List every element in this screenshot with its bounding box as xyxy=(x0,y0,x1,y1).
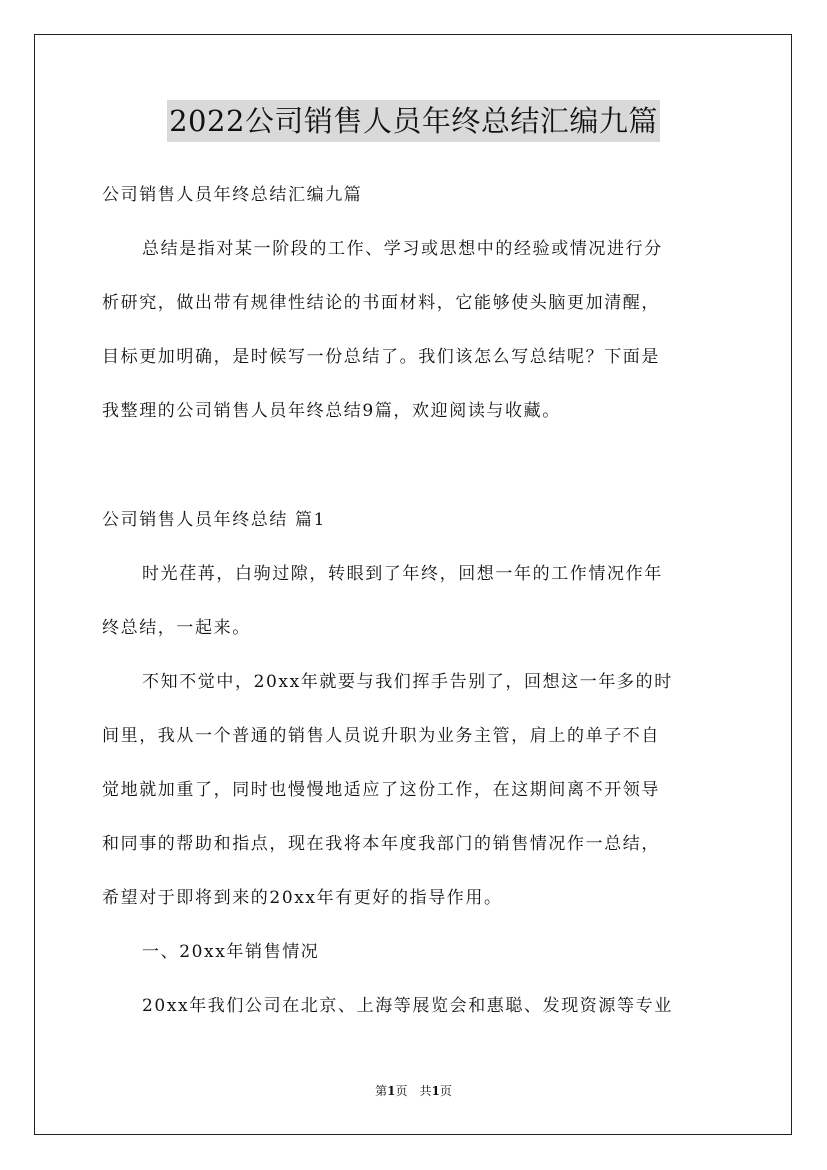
document-title: 2022公司销售人员年终总结汇编九篇 xyxy=(167,100,660,142)
document-subtitle: 公司销售人员年终总结汇编九篇 xyxy=(102,185,363,205)
paragraph-line: 时光荏苒，白驹过隙，转眼到了年终，回想一年的工作情况作年 xyxy=(142,564,663,584)
footer-total-pages: 1 xyxy=(431,1084,440,1098)
list-item-heading: 一、20xx年销售情况 xyxy=(142,942,320,962)
intro-line: 我整理的公司销售人员年终总结9篇，欢迎阅读与收藏。 xyxy=(102,401,561,421)
paragraph-line: 20xx年我们公司在北京、上海等展览会和惠聪、发现资源等专业 xyxy=(142,996,673,1016)
footer-prefix: 第 xyxy=(375,1084,388,1098)
intro-line: 总结是指对某一阶段的工作、学习或思想中的经验或情况进行分 xyxy=(142,239,663,259)
section-heading: 公司销售人员年终总结 篇1 xyxy=(102,510,327,530)
footer-mid: 页 共 xyxy=(395,1084,432,1098)
paragraph-line: 间里，我从一个普通的销售人员说升职为业务主管，肩上的单子不自 xyxy=(102,726,660,746)
footer-page-number: 1 xyxy=(387,1084,396,1098)
paragraph-line: 终总结，一起来。 xyxy=(102,618,251,638)
paragraph-line: 和同事的帮助和指点，现在我将本年度我部门的销售情况作一总结， xyxy=(102,834,660,854)
intro-line: 析研究，做出带有规律性结论的书面材料，它能够使头脑更加清醒， xyxy=(102,293,660,313)
footer-suffix: 页 xyxy=(439,1084,452,1098)
paragraph-line: 不知不觉中，20xx年就要与我们挥手告别了，回想这一年多的时 xyxy=(142,672,673,692)
paragraph-line: 希望对于即将到来的20xx年有更好的指导作用。 xyxy=(102,888,503,908)
intro-line: 目标更加明确，是时候写一份总结了。我们该怎么写总结呢？下面是 xyxy=(102,347,660,367)
document-title-wrap xyxy=(0,100,827,142)
paragraph-line: 觉地就加重了，同时也慢慢地适应了这份工作，在这期间离不开领导 xyxy=(102,780,660,800)
page-footer xyxy=(0,1083,827,1099)
